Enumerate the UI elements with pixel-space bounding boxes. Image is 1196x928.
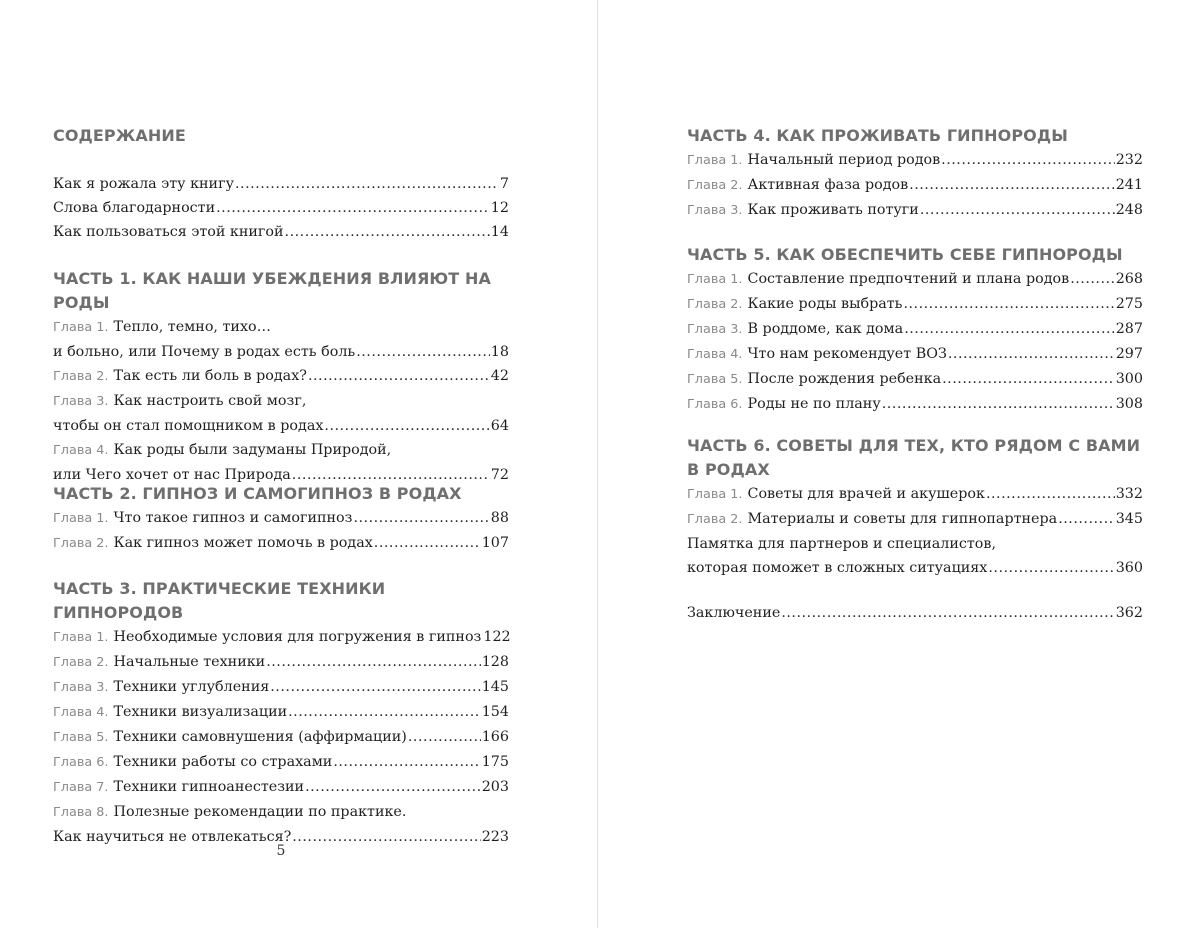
chapter-label: Глава 1. [53,511,109,526]
toc-entry[interactable]: и больно, или Почему в родах есть боль ..... 18 [53,340,509,364]
chapter-label: Глава 2. [53,655,109,670]
chapter-label: Глава 1. [687,272,743,287]
leader-dots [948,342,1115,366]
toc-entry[interactable]: Глава 4. Техники визуализации ..... 154 [53,700,509,725]
toc-entry[interactable]: Глава 6. Техники работы со страхами ..... 175 [53,750,509,775]
toc-entry[interactable]: Глава 4. Что нам рекомендует ВОЗ ..... 297 [687,342,1143,367]
part-title-continued: В РОДАХ [687,460,770,479]
leader-dots [941,148,1115,172]
leader-dots [266,650,481,674]
chapter-label: Глава 2. [687,512,743,527]
toc-entry[interactable]: Глава 7. Техники гипноанестезии ..... 203 [53,775,509,800]
toc-entry[interactable]: Глава 5. После рождения ребенка ..... 300 [687,367,1143,392]
conclusion-section [687,601,1143,625]
chapter-label: Глава 4. [53,443,109,458]
toc-entry[interactable]: Глава 3. Техники углубления ..... 145 [53,675,509,700]
toc-entry[interactable]: Глава 1. Необходимые условия для погружения в гипноз 122 [53,625,509,650]
chapter-label: Глава 7. [53,780,109,795]
part4-section [687,124,1143,223]
toc-entry[interactable]: Глава 4. Как роды были задуманы Природой, [53,438,509,463]
leader-dots [1058,507,1115,531]
chapter-label: Глава 3. [687,203,743,218]
chapter-label: Глава 4. [687,347,743,362]
toc-entry[interactable]: Глава 2. Материалы и советы для гипнопартнера ..... 345 [687,507,1143,532]
chapter-label: Глава 5. [687,372,743,387]
part1-section [53,267,509,487]
leader-dots [988,556,1114,580]
part-title: ЧАСТЬ 3. ПРАКТИЧЕСКИЕ ТЕХНИКИ ГИПНОРОДОВ [53,579,386,622]
leader-dots [374,531,481,555]
leader-dots [408,725,481,749]
leader-dots [324,414,489,438]
leader-dots [356,340,490,364]
toc-entry[interactable]: Как я рожала эту книгу ..... 7 [53,172,509,196]
toc-entry[interactable]: Заключение ..... 362 [687,601,1143,625]
leader-dots [285,220,490,244]
leader-dots [235,172,499,196]
toc-entry[interactable]: Как пользоваться этой книгой ..... 14 [53,220,509,244]
chapter-label: Глава 3. [53,394,109,409]
toc-entry[interactable]: Памятка для партнеров и специалистов, [687,536,996,552]
leader-dots [305,775,481,799]
part-title: ЧАСТЬ 1. КАК НАШИ УБЕЖДЕНИЯ ВЛИЯЮТ НА РОДЫ [53,269,491,312]
chapter-label: Глава 1. [53,630,109,645]
leader-dots [270,675,480,699]
chapter-label: Глава 1. [687,153,743,168]
leader-dots [904,317,1115,341]
part3-section [53,577,509,849]
chapter-label: Глава 3. [53,680,109,695]
toc-entry[interactable]: Глава 8. Полезные рекомендации по практике. [53,800,509,825]
toc-entry[interactable]: Слова благодарности ..... 12 [53,196,509,220]
left-page [53,0,509,928]
toc-entry[interactable]: Глава 1. Начальный период родов ..... 232 [687,148,1143,173]
toc-entry[interactable]: Глава 3. Как настроить свой мозг, [53,389,509,414]
chapter-label: Глава 8. [53,805,109,820]
toc-entry[interactable]: Глава 2. Как гипноз может помочь в родах ..... 107 [53,531,509,556]
toc-entry[interactable]: Глава 1. Что такое гипноз и самогипноз ..... 88 [53,506,509,531]
leader-dots [308,364,490,388]
toc-entry[interactable]: Глава 2. Так есть ли боль в родах? ..... 42 [53,364,509,389]
leader-dots [781,601,1114,625]
leader-dots [353,506,489,530]
part2-section [53,482,509,556]
toc-entry[interactable]: Как научиться не отвлекаться? ..... 223 [53,825,509,849]
toc-entry[interactable]: которая поможет в сложных ситуациях ..... 360 [687,556,1143,580]
part-title: ЧАСТЬ 4. КАК ПРОЖИВАТЬ ГИПНОРОДЫ [687,126,1068,145]
leader-dots [942,367,1115,391]
chapter-label: Глава 3. [687,322,743,337]
toc-entry[interactable]: Глава 2. Активная фаза родов ..... 241 [687,173,1143,198]
leader-dots [909,173,1115,197]
leader-dots [288,700,481,724]
leader-dots [882,392,1115,416]
chapter-label: Глава 6. [687,397,743,412]
chapter-label: Глава 2. [687,178,743,193]
part-title: ЧАСТЬ 6. СОВЕТЫ ДЛЯ ТЕХ, КТО РЯДОМ С ВАМИ [687,436,1141,455]
toc-entry[interactable]: Глава 1. Советы для врачей и акушерок ..... 332 [687,482,1143,507]
right-page [687,0,1143,928]
chapter-label: Глава 1. [687,487,743,502]
toc-entry[interactable]: Глава 2. Какие роды выбрать ..... 275 [687,292,1143,317]
chapter-label: Глава 6. [53,755,109,770]
part5-section [687,243,1143,417]
toc-entry[interactable]: или Чего хочет от нас Природа ..... 72 [53,463,509,487]
leader-dots [903,292,1114,316]
toc-entry[interactable]: Глава 2. Начальные техники ..... 128 [53,650,509,675]
toc-title: СОДЕРЖАНИЕ [53,126,186,145]
page-number: 5 [276,843,286,859]
intro-section [53,172,509,244]
spread-divider [597,0,598,928]
leader-dots [1070,267,1115,291]
chapter-label: Глава 2. [687,297,743,312]
toc-entry[interactable]: Глава 6. Роды не по плану ..... 308 [687,392,1143,417]
chapter-label: Глава 5. [53,730,109,745]
leader-dots [920,198,1115,222]
leader-dots [216,196,490,220]
chapter-label: Глава 2. [53,369,109,384]
part6-section [687,434,1143,580]
leader-dots [333,750,480,774]
toc-entry[interactable]: Глава 5. Техники самовнушения (аффирмации) ..... 166 [53,725,509,750]
toc-entry[interactable]: Глава 3. Как проживать потуги ..... 248 [687,198,1143,223]
chapter-label: Глава 2. [53,536,109,551]
toc-entry[interactable]: Глава 1. Тепло, темно, тихо… [53,315,509,340]
toc-entry[interactable]: Глава 1. Составление предпочтений и плана родов ..... 268 [687,267,1143,292]
leader-dots [986,482,1115,506]
chapter-label: Глава 4. [53,705,109,720]
chapter-label: Глава 1. [53,320,109,335]
toc-entry[interactable]: Глава 3. В роддоме, как дома ..... 287 [687,317,1143,342]
part-title: ЧАСТЬ 5. КАК ОБЕСПЕЧИТЬ СЕБЕ ГИПНОРОДЫ [687,245,1123,264]
part-title: ЧАСТЬ 2. ГИПНОЗ И САМОГИПНОЗ В РОДАХ [53,484,462,503]
toc-entry[interactable]: чтобы он стал помощником в родах ..... 64 [53,414,509,438]
